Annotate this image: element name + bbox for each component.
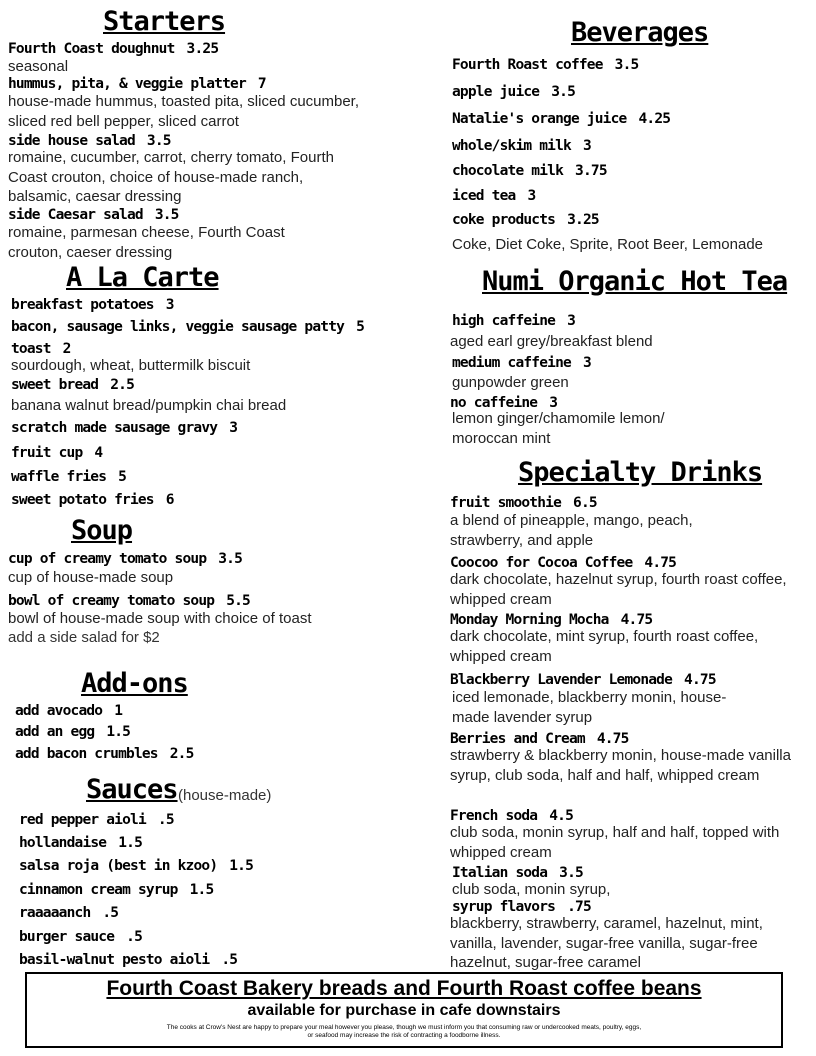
menu-item: toast 2 [11,341,71,357]
menu-item: red pepper aioli .5 [19,812,174,828]
menu-item: medium caffeine 3 [452,355,591,371]
menu-item: Coocoo for Cocoa Coffee 4.75 [450,555,677,571]
item-description: lemon ginger/chamomile lemon/ moroccan mint [452,410,665,447]
menu-item: sweet potato fries 6 [11,492,174,508]
item-description: bowl of house-made soup with choice of toast [8,610,312,627]
menu-item: sweet bread 2.5 [11,377,135,393]
menu-item: add bacon crumbles 2.5 [15,746,194,762]
item-description: seasonal [8,58,69,75]
menu-item: hollandaise 1.5 [19,835,143,851]
footer-headline: Fourth Coast Bakery breads and Fourth Roast coffee beans [106,977,702,1000]
footer-box [25,972,783,1048]
menu-item: French soda 4.5 [450,808,574,824]
menu-item: burger sauce .5 [19,929,143,945]
menu-item: bacon, sausage links, veggie sausage patty 5 [11,319,364,335]
menu-item: Italian soda 3.5 [452,865,583,881]
menu-item: add an egg 1.5 [15,724,131,740]
menu-item: bowl of creamy tomato soup 5.5 [8,593,250,609]
menu-item: fruit cup 4 [11,445,103,461]
item-description: gunpowder green [452,374,569,391]
item-description: club soda, monin syrup, [452,881,611,898]
tea-title: Numi Organic Hot Tea [482,266,788,297]
menu-item: Blackberry Lavender Lemonade 4.75 [450,672,716,688]
menu-item: whole/skim milk 3 [452,138,591,154]
specialty-title: Specialty Drinks [518,457,763,488]
beverages-title: Beverages [571,17,709,48]
menu-item: scratch made sausage gravy 3 [11,420,238,436]
menu-item: apple juice 3.5 [452,84,576,100]
footer-subline: available for purchase in cafe downstairs [247,1002,561,1019]
sauces-title: Sauces [86,774,178,805]
menu-item: iced tea 3 [452,188,536,204]
menu-item: breakfast potatoes 3 [11,297,174,313]
menu-item: syrup flavors .75 [452,899,591,915]
menu-item: waffle fries 5 [11,469,127,485]
menu-item: Fourth Coast doughnut 3.25 [8,41,219,57]
menu-item: Fourth Roast coffee 3.5 [452,57,639,73]
menu-item: Natalie's orange juice 4.25 [452,111,671,127]
menu-item: raaaaanch .5 [19,905,119,921]
menu-item: coke products 3.25 [452,212,599,228]
item-description: banana walnut bread/pumpkin chai bread [11,397,287,414]
item-description: iced lemonade, blackberry monin, house-made lavender syrup [452,689,727,726]
item-description: strawberry & blackberry monin, house-made vanilla syrup, club soda, half and half, whipped cream [450,747,791,784]
item-description: Coke, Diet Coke, Sprite, Root Beer, Lemonade [452,236,764,253]
item-description: dark chocolate, mint syrup, fourth roast coffee, whipped cream [450,628,759,665]
item-description: club soda, monin syrup, half and half, topped with whipped cream [450,824,780,861]
item-description: romaine, parmesan cheese, Fourth Coast crouton, caeser dressing [8,224,285,261]
item-description: romaine, cucumber, carrot, cherry tomato, Fourth Coast crouton, choice of house-made ranch, balsamic, caesar dressing [8,149,334,205]
menu-item: no caffeine 3 [450,395,558,411]
soup-title: Soup [71,515,133,546]
menu-item: cinnamon cream syrup 1.5 [19,882,214,898]
item-description: cup of house-made soup [8,569,174,586]
item-description: house-made hummus, toasted pita, sliced cucumber, sliced red bell pepper, sliced carrot [8,93,360,130]
menu-item: add avocado 1 [15,703,123,719]
starters-title: Starters [103,6,226,37]
item-description: sourdough, wheat, buttermilk biscuit [11,357,251,374]
menu-item: basil-walnut pesto aioli .5 [19,952,238,968]
food-safety-disclaimer: The cooks at Crow's Nest are happy to prepare your meal however you please, though we must inform you that consuming raw or undercooked meats, poultry, eggs, or seafood may increase the risk of contracting a foodborne illness. [166,1024,642,1039]
menu-item: high caffeine 3 [452,313,576,329]
item-description: aged earl grey/breakfast blend [450,333,653,350]
menu-item: Monday Morning Mocha 4.75 [450,612,653,628]
menu-item: hummus, pita, & veggie platter 7 [8,76,266,92]
menu-item: salsa roja (best in kzoo) 1.5 [19,858,254,874]
menu-item: cup of creamy tomato soup 3.5 [8,551,243,567]
item-description: dark chocolate, hazelnut syrup, fourth roast coffee, whipped cream [450,571,787,608]
a-la-carte-title: A La Carte [66,262,219,293]
menu-item: chocolate milk 3.75 [452,163,607,179]
soup-note: add a side salad for $2 [8,629,160,646]
menu-item: fruit smoothie 6.5 [450,495,597,511]
menu-item: Berries and Cream 4.75 [450,731,629,747]
addons-title: Add-ons [81,668,188,699]
sauces-subtitle: (house-made) [178,787,272,804]
item-description: blackberry, strawberry, caramel, hazelnut, mint, vanilla, lavender, sugar-free vanilla, sugar-free hazelnut, sugar-free caramel [450,915,763,971]
menu-item: side house salad 3.5 [8,133,171,149]
menu-item: side Caesar salad 3.5 [8,207,179,223]
item-description: a blend of pineapple, mango, peach, strawberry, and apple [450,512,693,549]
